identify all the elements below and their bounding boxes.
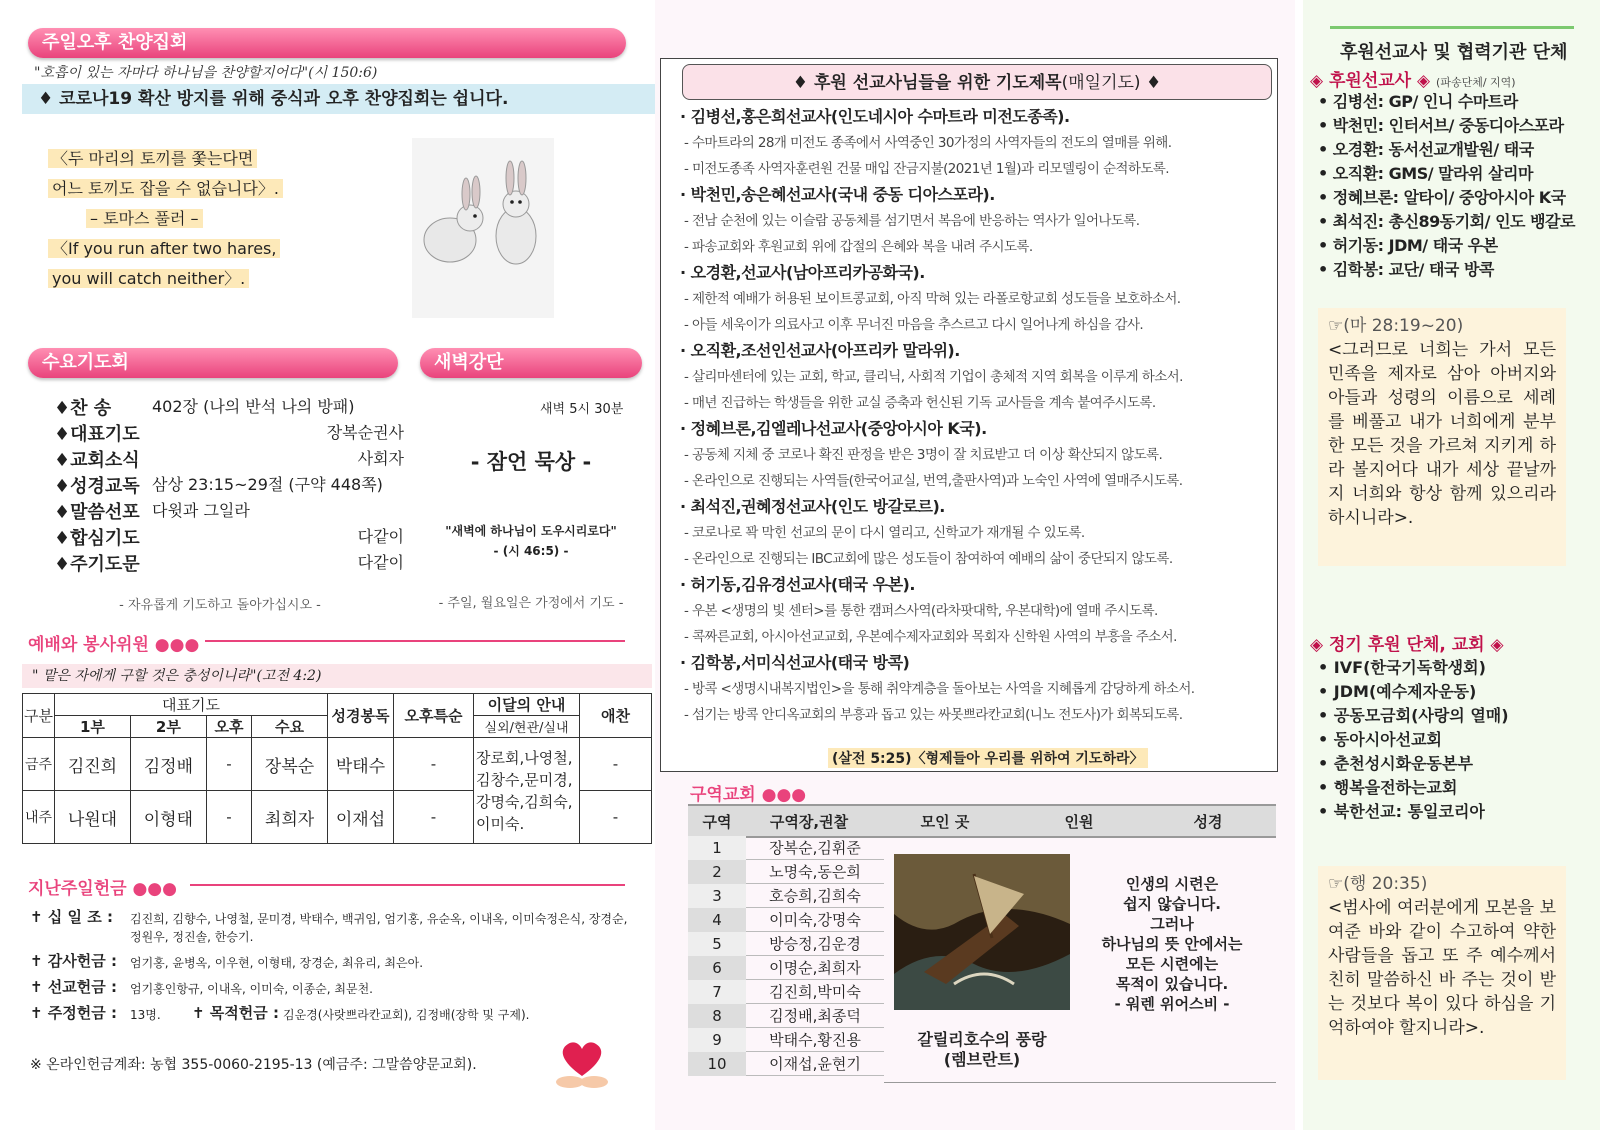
offering-list [30,908,640,1024]
cell: 김정배 [130,738,206,791]
dawn-topic: - 잠언 묵상 - [470,450,592,474]
row-label: 금주 [23,738,55,791]
divider [190,884,625,886]
district-rows [688,836,884,1076]
cell: 박태수 [328,738,394,791]
district-row [688,1052,884,1076]
district-row [688,860,884,884]
order-label: ♦말씀선포 [54,502,140,523]
th-afternoon: 오후 [206,716,251,738]
district-leader: 이재섭,윤현기 [746,1052,884,1076]
missionary-item: • 오직환: GMS/ 말라위 살리마 [1318,164,1533,183]
offering-row [30,978,640,998]
quote-line: 어느 토끼도 잡을 수 없습니다〉. [48,179,283,198]
district-leader: 노명숙,동은희 [746,860,884,884]
sunday-verse: "호흡이 있는 자마다 하나님을 찬양할지어다"(시 150:6) [34,65,378,81]
heart-hands-icon [552,1036,612,1094]
row-label: 내주 [23,791,55,844]
district-no: 1 [688,836,746,860]
service-table [22,693,652,844]
district-no: 9 [688,1028,746,1052]
district-header [690,780,806,805]
cell: - [394,791,474,844]
verse-card-2 [1318,866,1566,1080]
district-leader: 박태수,황진용 [746,1028,884,1052]
district-row [688,836,884,860]
district-no: 7 [688,980,746,1004]
th-count: 인원 [1064,812,1094,831]
district-leader: 장복순,김휘준 [746,836,884,860]
support-title: ◈ 정기 후원 단체, 교회 ◈ [1310,635,1504,655]
cell: 김진희 [55,738,131,791]
order-row [54,394,404,420]
cell: 이형태 [130,791,206,844]
prayer-line: - 미전도종족 사역자훈련원 건물 매입 잔금지불(2021년 1월)과 리모델링이 순적하도록. [684,161,1169,177]
verse-text: <그러므로 너희는 가서 모든 민족을 제자로 삼아 아버지와 아들과 성령의 이름으로 세례를 베풀고 내가 너희에게 분부한 모든 것을 가르쳐 지키게 하라 볼지어다 내가 세상 끝날까지 너희와 항상 함께 있으리라 하시니라>. [1328,340,1556,528]
verse-card-1 [1318,308,1566,566]
th-bible: 성경 [1193,812,1223,831]
offering-row [30,1004,640,1024]
cell: - [206,791,251,844]
divider [884,1082,1276,1083]
prayer-item-head: · 오직환,조선인선교사(아프리카 말라위). [680,341,960,360]
dawn-verse: "새벽에 하나님이 도우시리로다" [445,524,617,538]
missionary-item: • 김병선: GP/ 인니 수마트라 [1318,92,1518,111]
district-row [688,1004,884,1028]
dots-icon: ●●● [154,635,200,655]
cell: - [580,791,652,844]
th-wednesday: 수요 [252,716,328,738]
prayer-item-head: · 정혜브론,김엘레나선교사(중앙아시아 K국). [680,419,987,438]
missionary-title: 후원선교사 및 협력기관 단체 [1340,42,1568,63]
quote-line: 〈두 마리의 토끼를 쫓는다면 [48,149,257,168]
order-right: 사회자 [357,449,404,468]
prayer-line: - 방콕 <생명시내복지법인>을 통해 취약계층을 돌아보는 사역을 지혜롭게 감당하게 하소서. [684,681,1195,697]
storm-painting [894,854,1070,1010]
painting-title: 갈릴리호수의 풍랑 [917,1030,1047,1049]
district-row [688,1028,884,1052]
dawn-time: 새벽 5시 30분 [540,402,624,417]
quote-author: - 워렌 위어스비 - [1114,995,1230,1013]
th-leader: 구역장,권찰 [769,812,849,831]
offering-label: ✝ 목적헌금 : [192,1004,279,1022]
th-category: 구분 [23,694,55,738]
painting-caption [894,1030,1070,1070]
offering-names: 13명. [130,1008,161,1022]
th-1bu: 1부 [55,716,131,738]
support-item: • 북한선교: 통일코리아 [1318,802,1485,821]
offering-names: 엄기홍, 윤병옥, 이우현, 이형태, 장경순, 최유리, 최은아. [130,956,424,970]
offering-names: 김진희, 김향수, 나영철, 문미경, 박태수, 백귀임, 엄기홍, 유순옥, 이내옥, 이미숙정은식, 장경순, 정원우, 정진솔, 한승기. [130,912,628,944]
missionary-subnote: (파송단체/ 지역) [1436,76,1516,89]
divider [1330,26,1574,29]
prayer-line: - 수마트라의 28개 미전도 종족에서 사역중인 30가정의 사역자들의 전도의 열매를 위해. [684,135,1172,151]
offering-label: ✝ 주정헌금 : [30,1004,117,1022]
district-table [688,804,1276,838]
offering-names: 김운경(사랏쁘라칸교회), 김정배(장학 및 구제). [283,1008,530,1022]
painting-artist: (렘브란트) [943,1050,1021,1069]
th-special: 오후특순 [394,694,474,738]
cross-icon: ✝ [30,978,48,996]
order-row [54,420,404,446]
missionary-item: • 박천민: 인터서브/ 중동디아스포라 [1318,116,1564,135]
quote-line: you will catch neither〉. [48,269,249,288]
prayer-line: - 우본 <생명의 빛 센터>를 통한 캠퍼스사역(라차팟대학, 우본대학)에 열매 주시도록. [684,603,1158,619]
missionary-subtitle: ◈ 후원선교사 ◈ (파송단체/ 지역) [1310,71,1516,91]
sunday-notice: ♦ 코로나19 확산 방지를 위해 중식과 오후 찬양집회는 쉽니다. [22,84,658,114]
prayer-line: - 제한적 예배가 허용된 보이트콩교회, 아직 막혀 있는 라폴로항교회 성도들을 보호하소서. [684,291,1181,307]
guide-cell: 장로회,나영철, 김창수,문미경, 강명숙,김희숙, 이미숙. [474,738,580,844]
verse-ref: ☞(행 20:35) [1328,874,1428,894]
missionary-item: • 최석진: 총신89동기회/ 인도 뱅갈로 [1318,212,1575,231]
cell: - [394,738,474,791]
district-leader: 김진희,박미숙 [746,980,884,1004]
divider [205,640,625,642]
missionary-item: • 정혜브론: 알타이/ 중앙아시아 K국 [1318,188,1566,207]
district-leader: 방승정,김운경 [746,932,884,956]
missionary-item: • 허기동: JDM/ 태국 우본 [1318,236,1498,255]
order-value: 다윗과 그일라 [152,501,250,520]
district-no: 6 [688,956,746,980]
prayer-line: - 온라인으로 진행되는 IBC교회에 많은 성도들이 참여하여 예배의 삶이 중단되지 않도록. [684,551,1173,567]
offering-title: 지난주일헌금 [28,879,127,899]
support-item: • 공동모금회(사랑의 열매) [1318,706,1509,725]
quote-line: 〈If you run after two hares, [48,239,280,258]
cell: - [580,738,652,791]
service-title: 예배와 봉사위원 [28,635,149,655]
cell: - [206,738,251,791]
prayer-item-head: · 박천민,송은혜선교사(국내 중동 디아스포라). [680,185,995,204]
cell: 최희자 [252,791,328,844]
prayer-closing: (살전 5:25)〈형제들아 우리를 위하여 기도하라〉 [828,748,1148,768]
district-no: 5 [688,932,746,956]
district-row [688,884,884,908]
online-account: ※ 온라인헌금계좌: 농협 355-0060-2195-13 (예금주: 그말씀양문교회). [30,1057,477,1073]
prayer-line: - 전남 순천에 있는 이슬람 공동체를 섬기면서 복음에 반응하는 역사가 일어나도록. [684,213,1140,229]
order-right: 장복순권사 [326,423,404,442]
quote-line: 모든 시련에는 [1125,955,1219,973]
order-value: 삼상 23:15~29절 (구약 448쪽) [152,475,383,494]
missionary-item: • 오경환: 동서선교개발원/ 태국 [1318,140,1534,159]
order-row [54,472,404,498]
prayer-line: - 온라인으로 진행되는 사역들(한국어교실, 번역,출판사역)과 노숙인 사역에 열매주시도록. [684,473,1183,489]
prayer-line: - 공동체 지체 중 코로나 확진 판정을 받은 3명이 잘 치료받고 더 이상 확산되지 않도록. [684,447,1163,463]
district-no: 8 [688,1004,746,1028]
support-list [1318,656,1509,824]
order-row [54,498,404,524]
support-item: • 춘천성시화운동본부 [1318,754,1473,773]
cross-icon: ✝ [30,1004,48,1022]
service-verse: " 맡은 자에게 구할 것은 충성이니라"(고전 4:2) [22,664,652,688]
prayer-list [680,104,1280,728]
district-row [688,932,884,956]
district-row [688,956,884,980]
offering-header [28,874,177,899]
offering-row [30,952,640,972]
district-no: 4 [688,908,746,932]
order-right: 다같이 [357,553,404,572]
verse-ref: ☞(마 28:19~20) [1328,316,1464,336]
order-label: ♦대표기도 [54,424,140,445]
th-district: 구역 [702,812,732,831]
cell: 이재섭 [328,791,394,844]
prayer-title-bar [682,64,1272,100]
district-leader: 이명순,최희자 [746,956,884,980]
wednesday-header: 수요기도회 [28,348,398,378]
th-prayer: 대표기도 [55,694,328,716]
prayer-line: - 매년 진급하는 학생들을 위한 교실 증축과 헌신된 기독 교사들을 계속 붙여주시도록. [684,395,1156,411]
quote-line: 인생의 시련은 [1125,875,1219,893]
missionary-item: • 김학봉: 교단/ 태국 방콕 [1318,260,1494,279]
trial-quote [1080,874,1264,1014]
prayer-line: - 섬기는 방콕 안디옥교회의 부흥과 돕고 있는 싸못쁘라칸교회(니노 전도사)가 회복되도록. [684,707,1183,723]
cell: 장복순 [252,738,328,791]
order-row [54,446,404,472]
support-item: • 동아시아선교회 [1318,730,1442,749]
cross-icon: ✝ [192,1004,210,1022]
district-leader: 호승희,김희숙 [746,884,884,908]
order-right: 다같이 [357,527,404,546]
order-label: ♦찬 송 [54,398,112,419]
quote-line: 하나님의 뜻 안에서는 [1101,935,1243,953]
prayer-line: - 살리마센터에 있는 교회, 학교, 클리닉, 사회적 기업이 총체적 지역 회복을 이루게 하소서. [684,369,1183,385]
dots-icon: ●●● [761,785,807,805]
prayer-item-head: · 최석진,권혜정선교사(인도 방갈로르). [680,497,945,516]
th-2bu: 2부 [130,716,206,738]
order-value: 402장 (나의 반석 나의 방패) [152,397,355,416]
rabbit-quote [48,144,283,294]
district-no: 10 [688,1052,746,1076]
prayer-item-head: · 김병선,홍은희선교사(인도네시아 수마트라 미전도종족). [680,107,1070,126]
support-item: • 행복을전하는교회 [1318,778,1458,797]
th-reading: 성경봉독 [328,694,394,738]
support-item: • JDM(예수제자운동) [1318,682,1477,701]
prayer-line: - 파송교회와 후원교회 위에 갑절의 은혜와 복을 내려 주시도록. [684,239,1033,255]
prayer-title-suffix: (매일기도) ♦ [1061,73,1162,93]
th-place: 모인 곳 [920,812,970,831]
district-no: 3 [688,884,746,908]
district-leader: 김정배,최종덕 [746,1004,884,1028]
cross-icon: ✝ [30,952,48,970]
offering-label: ✝ 선교헌금 : [30,978,117,996]
rabbits-image [412,138,554,318]
prayer-item-head: · 김학봉,서미식선교사(태국 방콕) [680,653,910,672]
district-leader: 이미숙,강명숙 [746,908,884,932]
sunday-header: 주일오후 찬양집회 [28,28,626,58]
district-no: 2 [688,860,746,884]
order-label: ♦합심기도 [54,528,140,549]
offering-label: ✝ 감사헌금 : [30,952,117,970]
offering-names: 엄기홍인항규, 이내옥, 이미숙, 이종순, 최문천. [130,982,373,996]
dots-icon: ●●● [132,879,177,899]
district-title: 구역교회 [690,785,756,805]
offering-label: ✝ 십 일 조 : [30,908,113,926]
cell: 나원대 [55,791,131,844]
dawn-footer: - 주일, 월요일은 가정에서 기도 - [438,596,624,611]
quote-line: 그러나 [1150,915,1194,933]
order-label: ♦성경교독 [54,476,140,497]
dawn-verse-ref: - (시 46:5) - [493,544,569,558]
missionary-list [1318,90,1575,282]
prayer-line: - 코로나로 꽉 막힌 선교의 문이 다시 열리고, 신학교가 재개될 수 있도록. [684,525,1085,541]
wednesday-order [54,394,404,576]
district-row [688,908,884,932]
order-label: ♦주기도문 [54,554,140,575]
th-guide: 이달의 안내 [474,694,580,716]
quote-line: 쉽지 않습니다. [1123,895,1221,913]
support-item: • IVF(한국기독학생회) [1318,658,1486,677]
order-label: ♦교회소식 [54,450,140,471]
th-meal: 애찬 [580,694,652,738]
dawn-header: 새벽강단 [420,348,642,378]
order-row [54,524,404,550]
wednesday-footer: - 자유롭게 기도하고 돌아가십시오 - [119,598,321,613]
service-header [28,630,199,655]
cross-icon: ✝ [30,908,48,926]
quote-line: 목적이 있습니다. [1115,975,1229,993]
offering-row [30,908,640,946]
order-row [54,550,404,576]
district-row [688,980,884,1004]
quote-author: – 토마스 풀러 – [86,209,203,228]
th-guide-sub: 실외/현관/실내 [474,716,580,738]
prayer-item-head: · 오경환,선교사(남아프리카공화국). [680,263,925,282]
prayer-title: ♦ 후원 선교사님들을 위한 기도제목 [792,73,1062,93]
prayer-line: - 콕짜른교회, 아시아선교교회, 우본예수제자교회와 목회자 신학원 사역의 부흥을 주소서. [684,629,1177,645]
verse-text: <범사에 여러분에게 모본을 보여준 바와 같이 수고하여 약한 사람들을 돕고 또 주 예수께서 친히 말씀하신 바 주는 것이 받는 것보다 복이 있다 하심을 기억하여야 할지니라>. [1328,898,1556,1038]
prayer-item-head: · 허기동,김유경선교사(태국 우본). [680,575,915,594]
prayer-line: - 아들 세욱이가 의료사고 이후 무너진 마음을 추스르고 다시 일어나게 하심을 감사. [684,317,1144,333]
